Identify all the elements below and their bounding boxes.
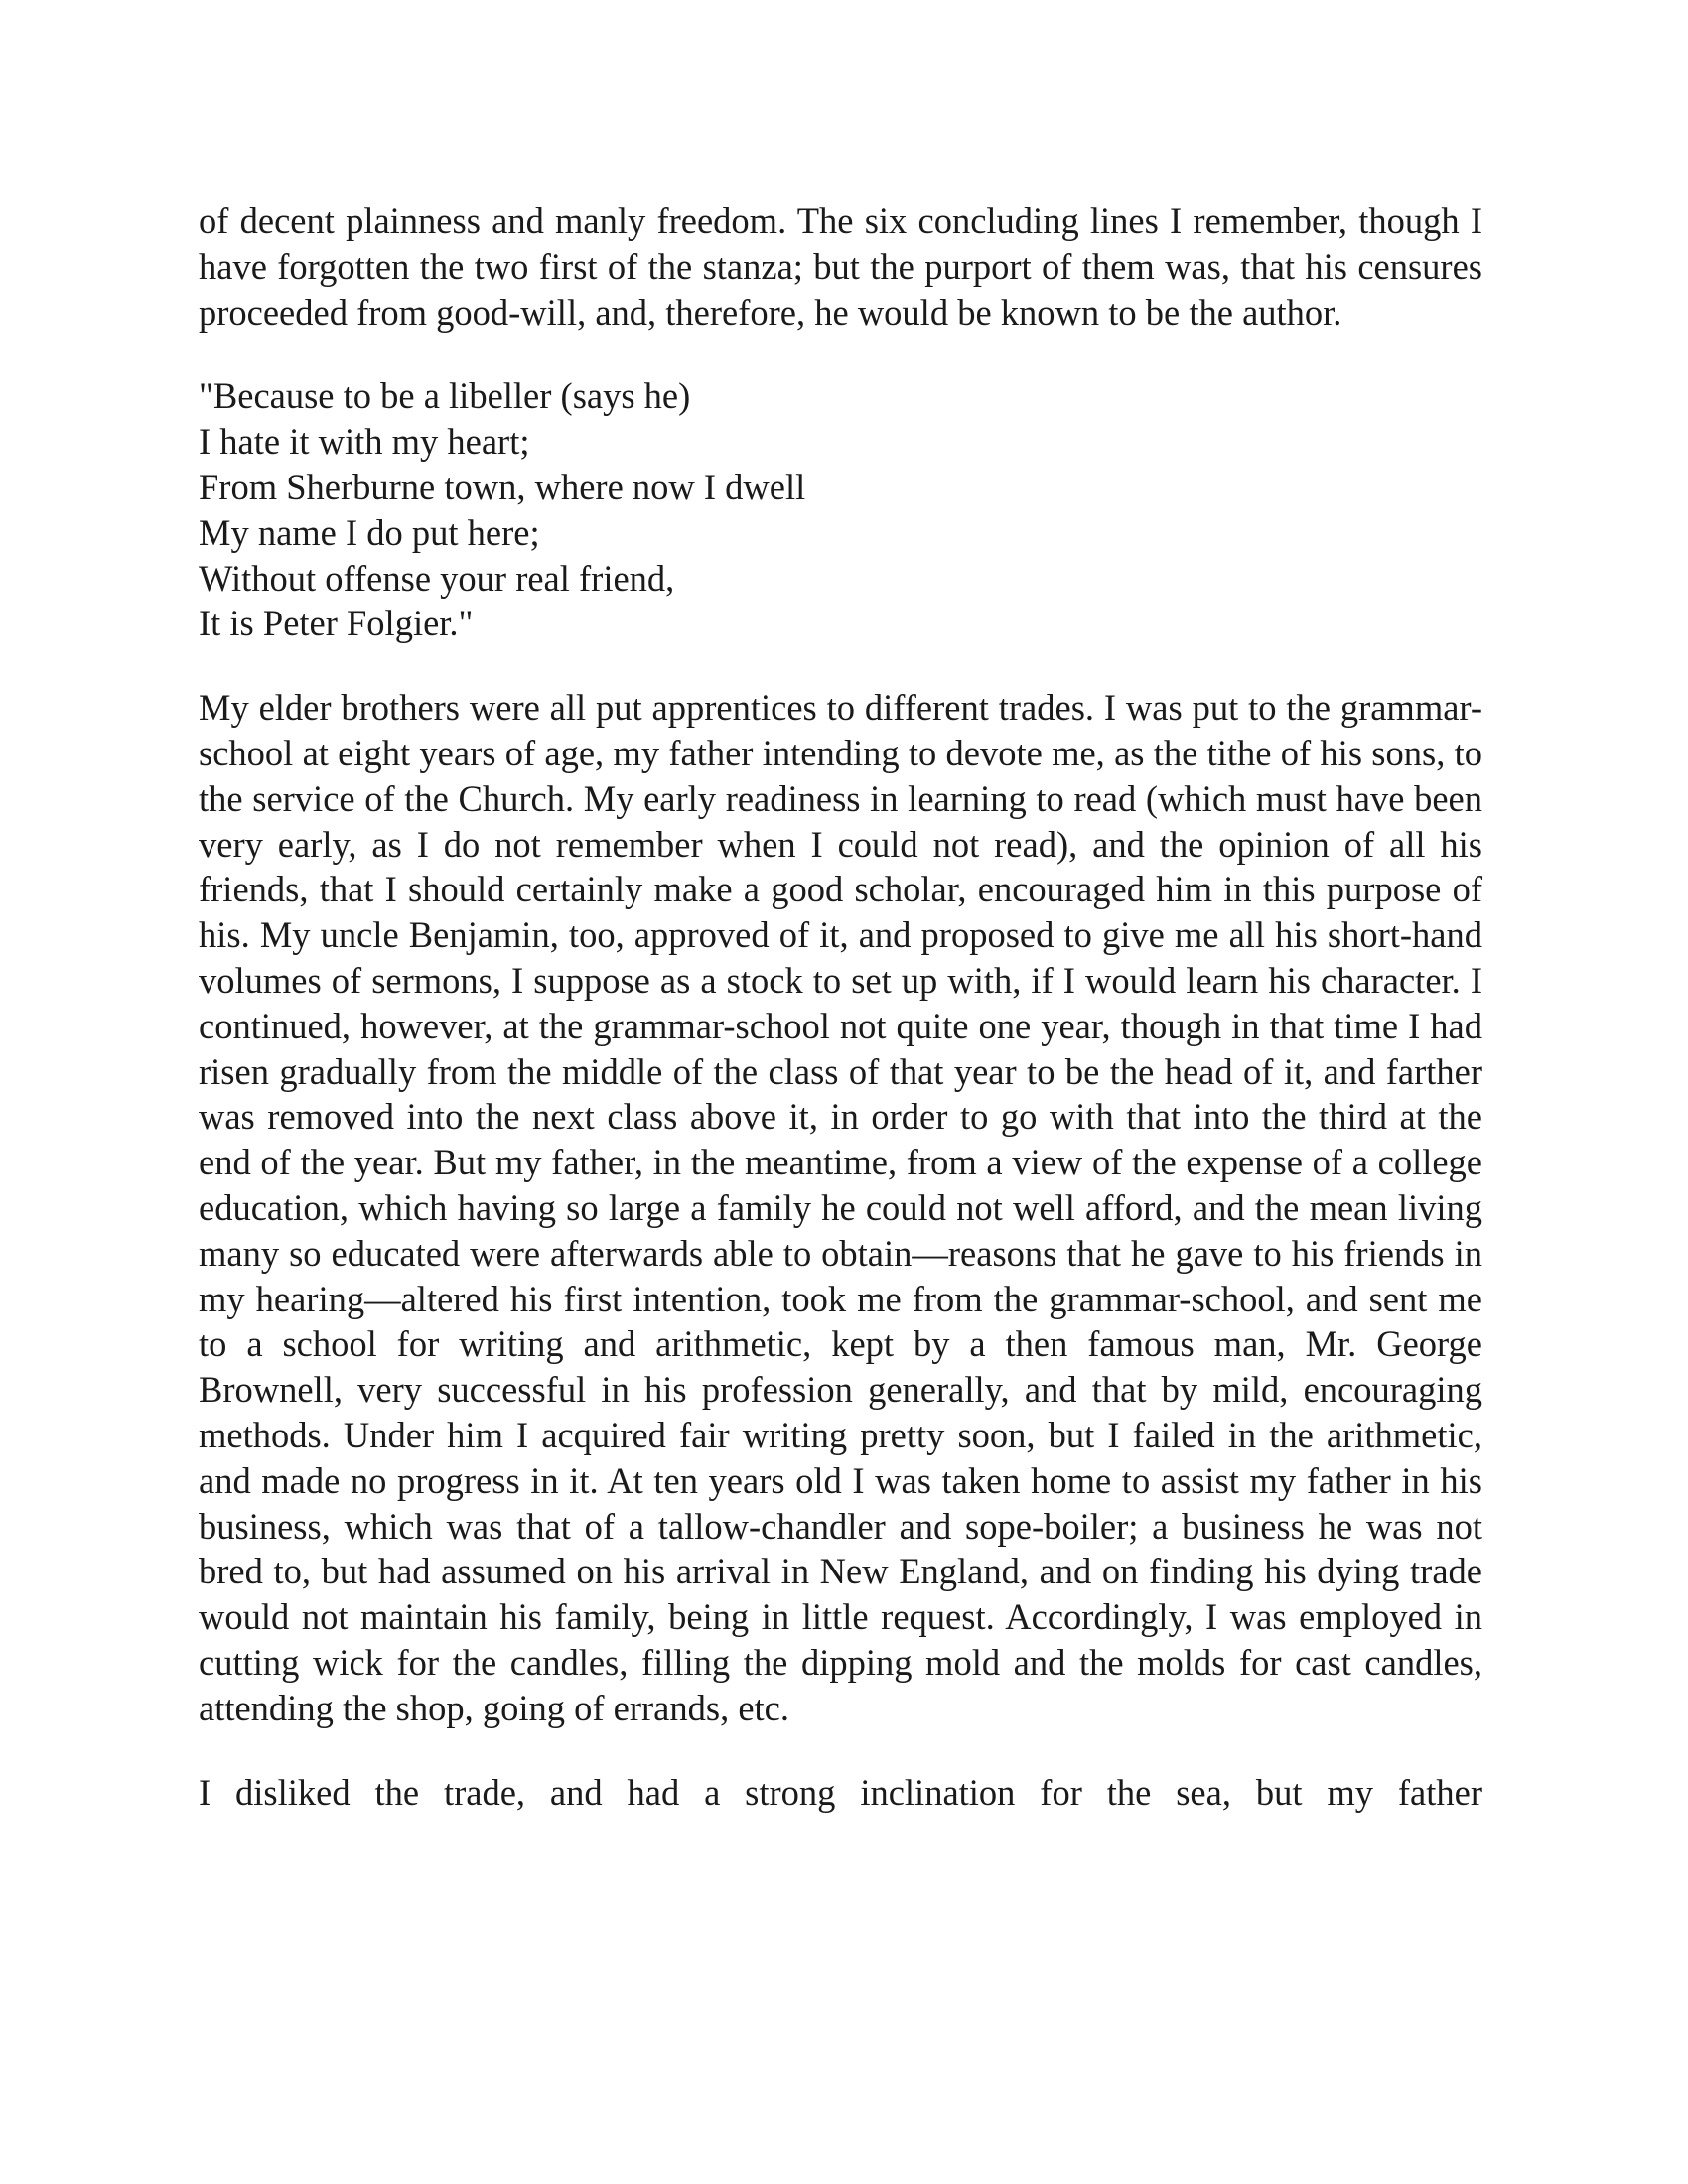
verse-line-4: My name I do put here; xyxy=(199,511,540,553)
paragraph-trade-continued: I disliked the trade, and had a strong inclination for the sea, but my father xyxy=(199,1771,1482,1813)
verse-line-2: I hate it with my heart; xyxy=(199,421,530,463)
verse-line-5: Without offense your real friend, xyxy=(199,557,675,599)
body-text xyxy=(199,199,1482,1853)
verse-quote xyxy=(199,373,1482,646)
verse-line-3: From Sherburne town, where now I dwell xyxy=(199,466,806,507)
paragraph-stanza-intro: of decent plainness and manly freedom. The six concluding lines I remember, though I have forgotten the two first of the stanza; but the purport of them was, that his censures proceeded from good-will, and, therefore, he would be known to be the author. xyxy=(199,201,1482,333)
paragraph-schooling: My elder brothers were all put apprentices to different trades. I was put to the grammar-school at eight years of age, my father intending to devote me, as the tithe of his sons, to the service of the Church. My early readiness in learning to read (which must have been very early, as I do not remember when I could not read), and the opinion of all his friends, that I should certainly make a good scholar, encouraged him in this purpose of his. My uncle Benjamin, too, approved of it, and proposed to give me all his short-hand volumes of sermons, I suppose as a stock to set up with, if I would learn his character. I continued, however, at the grammar-school not quite one year, though in that time I had risen gradually from the middle of the class of that year to be the head of it, and farther was removed into the next class above it, in order to go with that into the third at the end of the year. But my father, in the meantime, from a view of the expense of a college education, which having so large a family he could not well afford, and the mean living many so educated were afterwards able to obtain—reasons that he gave to his friends in my hearing—altered his first intention, took me from the grammar-school, and sent me to a school for writing and arithmetic, kept by a then famous man, Mr. George Brownell, very successful in his profession generally, and that by mild, encouraging methods. Under him I acquired fair writing pretty soon, but I failed in the arithmetic, and made no progress in it. At ten years old I was taken home to assist my father in his business, which was that of a tallow-chandler and sope-boiler; a business he was not bred to, but had assumed on his arrival in New England, and on finding his dying trade would not maintain his family, being in little request. Accordingly, I was employed in cutting wick for the candles, filling the dipping mold and the molds for cast candles, attending the shop, going of errands, etc. xyxy=(199,687,1482,1728)
verse-line-6: It is Peter Folgier." xyxy=(199,603,474,644)
verse-line-1: "Because to be a libeller (says he) xyxy=(199,375,691,417)
